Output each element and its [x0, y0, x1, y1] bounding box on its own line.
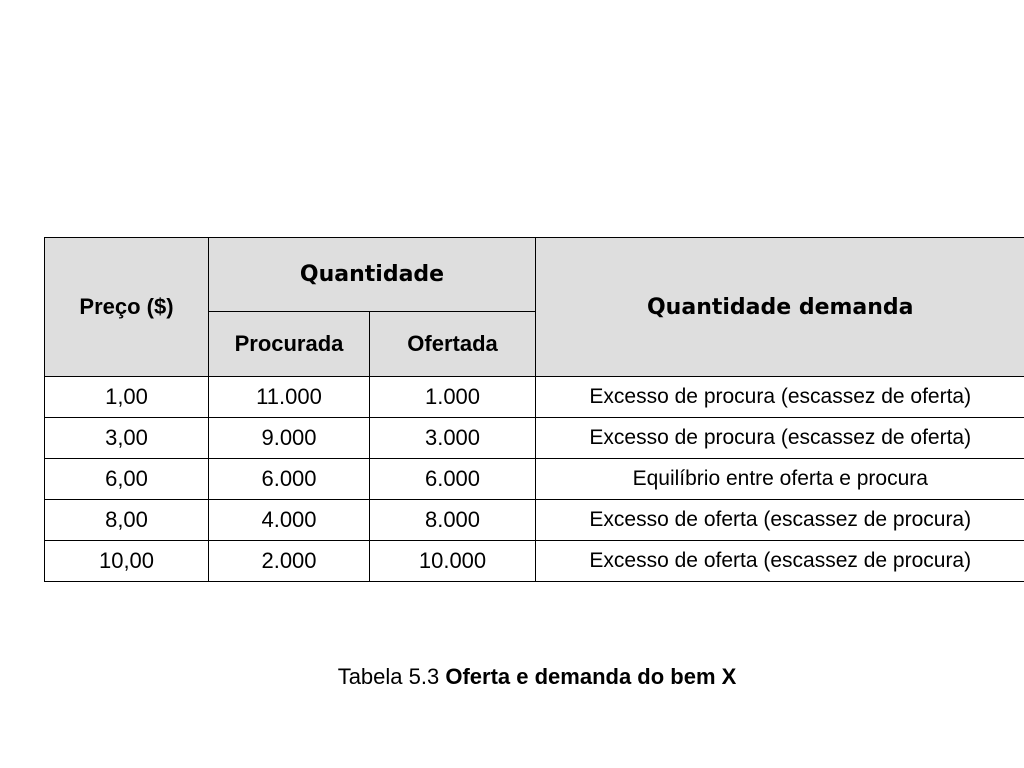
table-row [45, 418, 1024, 459]
header-status: Quantidade demanda [536, 238, 1024, 377]
cell-price: 3,00 [45, 418, 209, 459]
table-row [45, 377, 1024, 418]
table-row [45, 500, 1024, 541]
cell-status: Excesso de oferta (escassez de procura) [536, 541, 1024, 582]
header-price: Preço ($) [45, 238, 209, 377]
cell-status: Excesso de procura (escassez de oferta) [536, 418, 1024, 459]
header-demanded: Procurada [209, 312, 370, 377]
table-caption [0, 664, 1024, 690]
cell-price: 6,00 [45, 459, 209, 500]
cell-demanded: 11.000 [209, 377, 370, 418]
table-header-row [45, 238, 1024, 312]
cell-demanded: 2.000 [209, 541, 370, 582]
supply-demand-table [44, 237, 1024, 582]
cell-status: Equilíbrio entre oferta e procura [536, 459, 1024, 500]
cell-supplied: 6.000 [370, 459, 536, 500]
caption-prefix: Tabela 5.3 [337, 664, 440, 689]
header-quantity-group: Quantidade [209, 238, 536, 312]
cell-supplied: 8.000 [370, 500, 536, 541]
header-supplied: Ofertada [370, 312, 536, 377]
cell-supplied: 3.000 [370, 418, 536, 459]
cell-price: 8,00 [45, 500, 209, 541]
cell-status: Excesso de oferta (escassez de procura) [536, 500, 1024, 541]
cell-supplied: 10.000 [370, 541, 536, 582]
caption-title: Oferta e demanda do bem X [445, 664, 737, 689]
cell-demanded: 6.000 [209, 459, 370, 500]
cell-supplied: 1.000 [370, 377, 536, 418]
table-row [45, 459, 1024, 500]
cell-status: Excesso de procura (escassez de oferta) [536, 377, 1024, 418]
cell-price: 1,00 [45, 377, 209, 418]
cell-demanded: 9.000 [209, 418, 370, 459]
table-row [45, 541, 1024, 582]
cell-demanded: 4.000 [209, 500, 370, 541]
cell-price: 10,00 [45, 541, 209, 582]
